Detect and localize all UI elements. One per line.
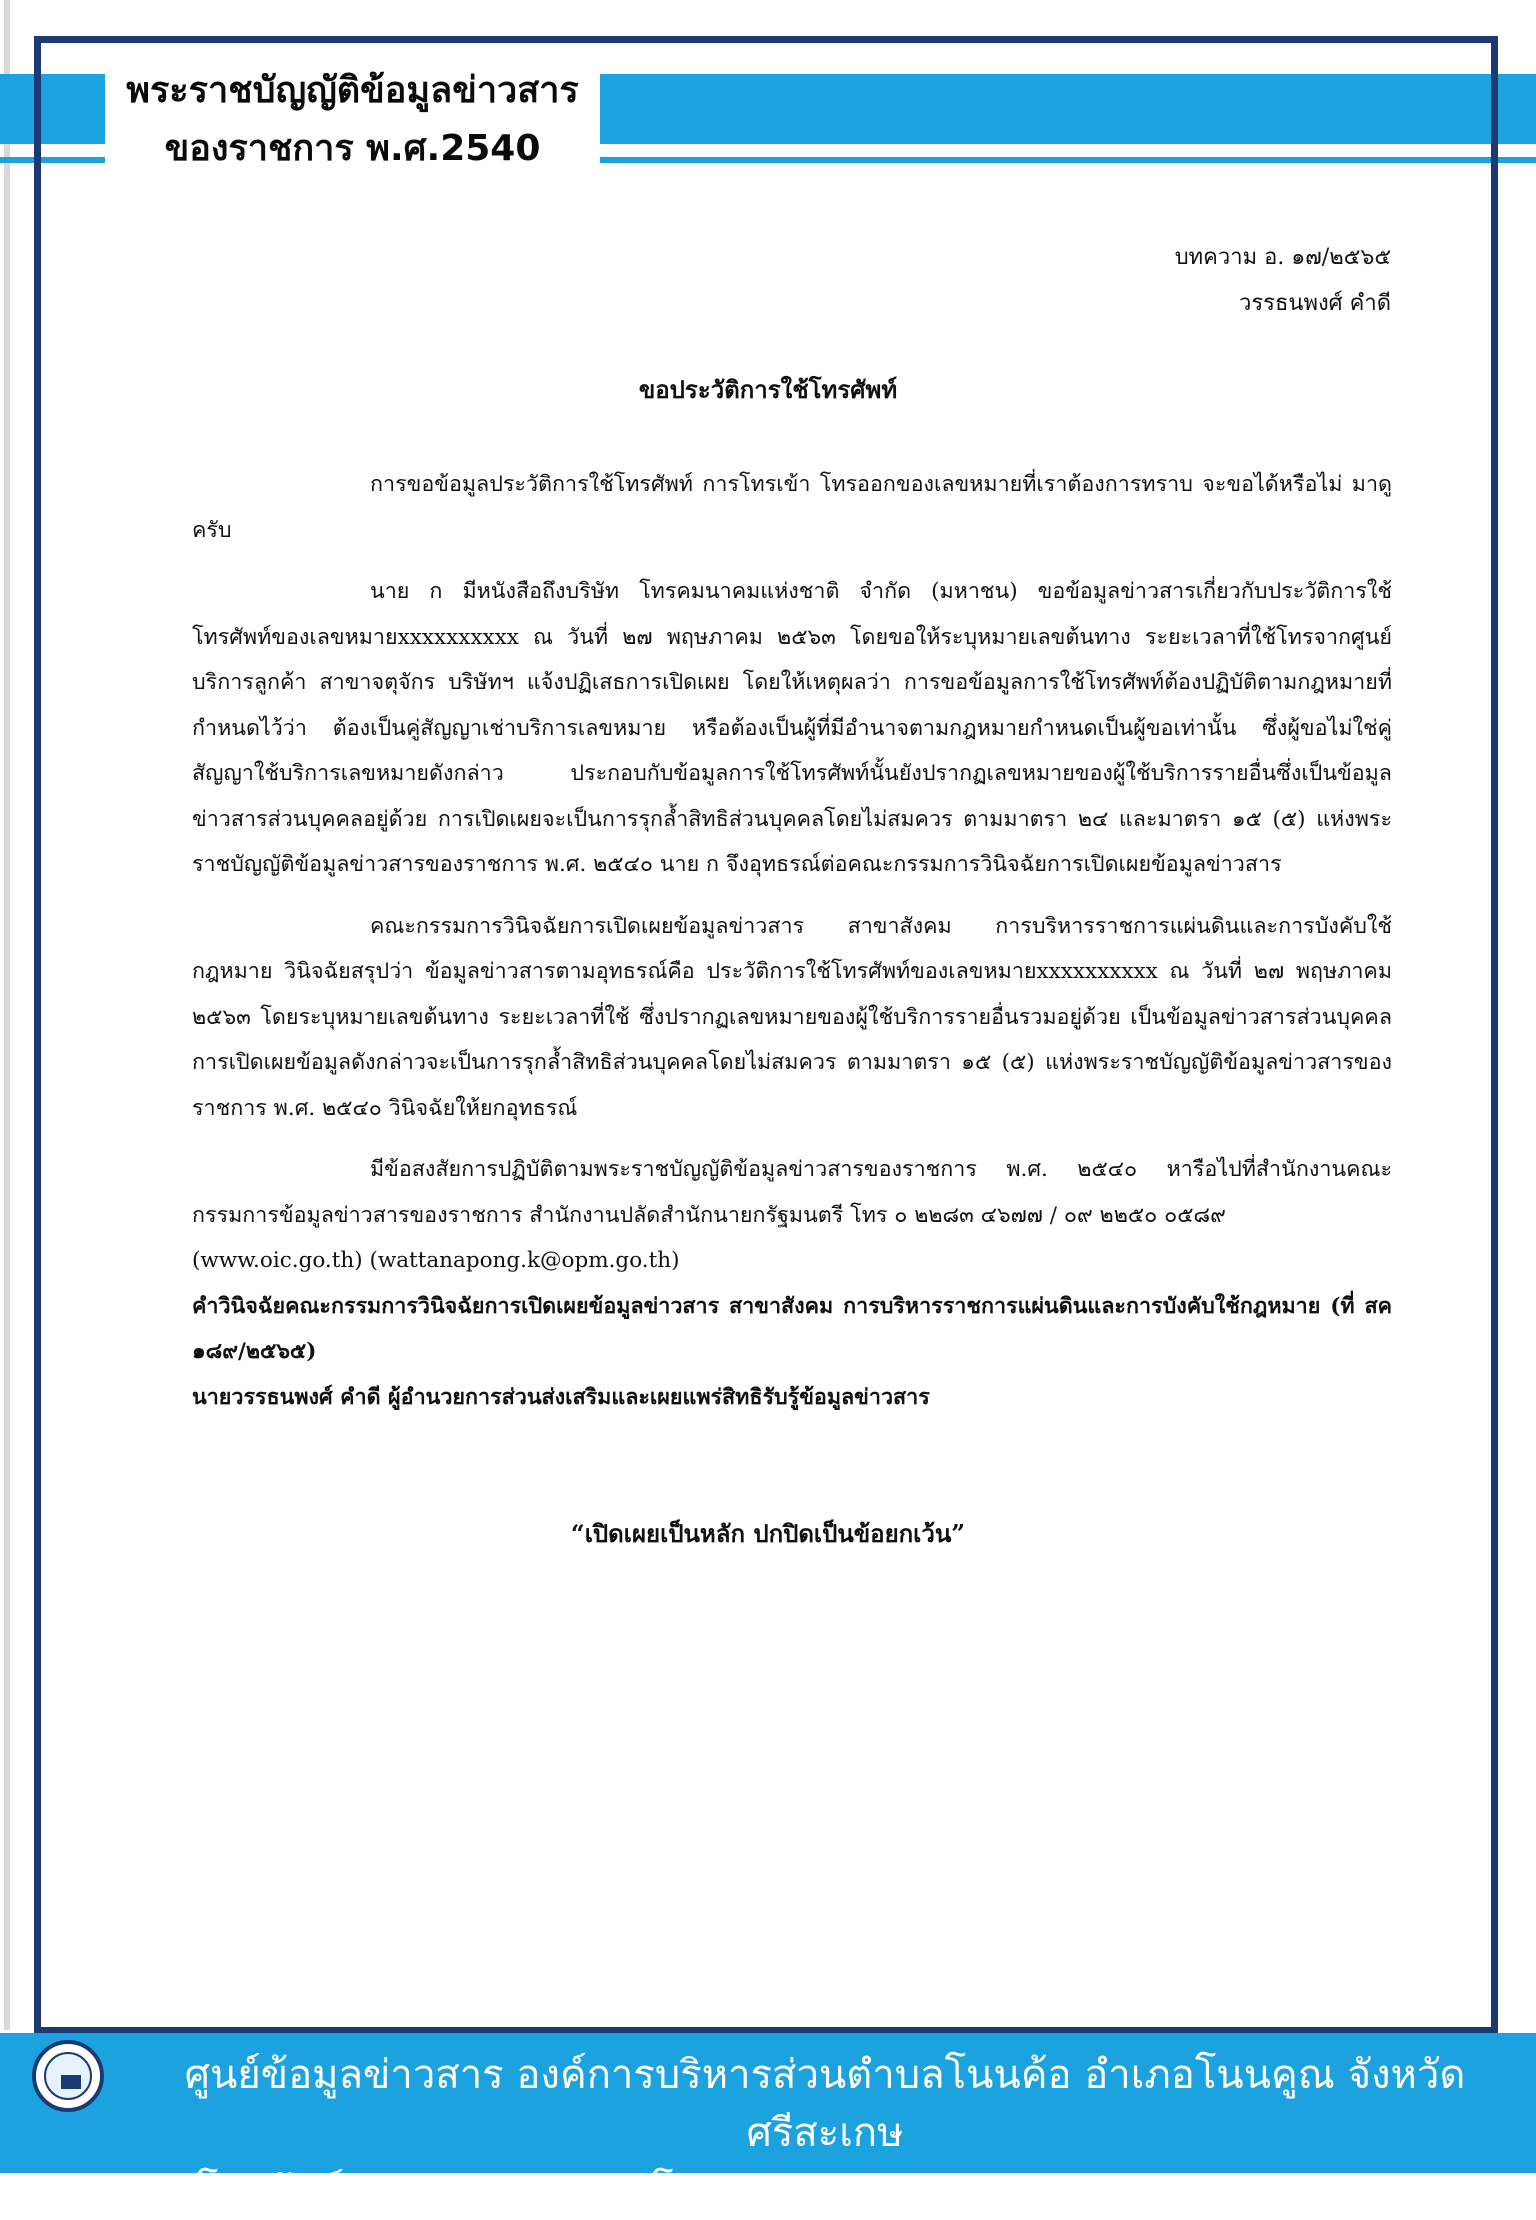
- organization-logo: [32, 2040, 104, 2112]
- article-number: บทความ อ. ๑๗/๒๕๖๕: [1174, 245, 1391, 270]
- article-reference: [1175, 235, 1391, 327]
- motto: “เปิดเผยเป็นหลัก ปกปิดเป็นข้อยกเว้น”: [570, 1519, 966, 1548]
- document-body: [192, 462, 1392, 1420]
- header-title-line1: พระราชบัญญัติข้อมูลข่าวสาร: [126, 70, 579, 111]
- paragraph-intro: การขอข้อมูลประวัติการใช้โทรศัพท์ การโทรเข้า โทรออกของเลขหมายที่เราต้องการทราบ จะขอได้หรือไม่ มาดูครับ: [192, 472, 1392, 543]
- footer-line1: ศูนย์ข้อมูลข่าวสาร องค์การบริหารส่วนตำบลโนนค้อ อำเภอโนนคูณ จังหวัดศรีสะเกษ: [184, 2052, 1466, 2156]
- document-title: ขอประวัติการใช้โทรศัพท์: [638, 375, 898, 404]
- logo-building-icon: [61, 2075, 81, 2089]
- header-title-line2: ของราชการ พ.ศ.2540: [164, 128, 541, 169]
- footer-contact: [130, 2046, 1520, 2220]
- logo-inner-ring: [44, 2052, 92, 2100]
- scan-edge: [4, 0, 10, 2030]
- header-title: [105, 62, 600, 178]
- article-author: วรรธนพงศ์ คำดี: [1238, 291, 1391, 316]
- paragraph-contact: มีข้อสงสัยการปฏิบัติตามพระราชบัญญัติข้อมูลข่าวสารของราชการ พ.ศ. ๒๕๔๐ หารือไปที่สำนักงานคณะกรรมการข้อมูลข่าวสารของราชการ สำนักงานปลัดสำนักนายกรัฐมนตรี โทร ๐ ๒๒๘๓ ๔๖๗๗ / ๐๙ ๒๒๕๐ ๐๕๘๙: [192, 1157, 1392, 1228]
- author-signature: นายวรรธนพงศ์ คำดี ผู้อำนวยการส่วนส่งเสริมและเผยแพร่สิทธิรับรู้ข้อมูลข่าวสาร: [192, 1384, 930, 1410]
- paragraph-decision: คณะกรรมการวินิจฉัยการเปิดเผยข้อมูลข่าวสาร สาขาสังคม การบริหารราชการแผ่นดินและการบังคับใช้กฎหมาย วินิจฉัยสรุปว่า ข้อมูลข่าวสารตามอุทธรณ์คือ ประวัติการใช้โทรศัพท์ของเลขหมายxxxxxxxxxx ณ วันที่ ๒๗ พฤษภาคม ๒๕๖๓ โดยระบุหมายเลขต้นทาง ระยะเวลาที่ใช้ ซึ่งปรากฏเลขหมายของผู้ใช้บริการรายอื่นรวมอยู่ด้วย เป็นข้อมูลข่าวสารส่วนบุคคล การเปิดเผยข้อมูลดังกล่าวจะเป็นการรุกล้ำสิทธิส่วนบุคคลโดยไม่สมควร ตามมาตรา ๑๕ (๕) แห่งพระราชบัญญัติข้อมูลข่าวสารของราชการ พ.ศ. ๒๕๔๐ วินิจฉัยให้ยกอุทธรณ์: [192, 913, 1392, 1121]
- footer-line2: โทรศัพท์ : 045-659210, โทรสาร : 045659211, www.nonkho.go.th: [196, 2168, 1454, 2214]
- contact-links: (www.oic.go.th) (wattanapong.k@opm.go.th): [192, 1248, 680, 1273]
- paragraph-facts: นาย ก มีหนังสือถึงบริษัท โทรคมนาคมแห่งชาติ จำกัด (มหาชน) ขอข้อมูลข่าวสารเกี่ยวกับประวัติการใช้โทรศัพท์ของเลขหมายxxxxxxxxxx ณ วันที่ ๒๗ พฤษภาคม ๒๕๖๓ โดยขอให้ระบุหมายเลขต้นทาง ระยะเวลาที่ใช้โทรจากศูนย์บริการลูกค้า สาขาจตุจักร บริษัทฯ แจ้งปฏิเสธการเปิดเผย โดยให้เหตุผลว่า การขอข้อมูลการใช้โทรศัพท์ต้องปฏิบัติตามกฎหมายที่กำหนดไว้ว่า ต้องเป็นคู่สัญญาเช่าบริการเลขหมาย หรือต้องเป็นผู้ที่มีอำนาจตามกฎหมายกำหนดเป็นผู้ขอเท่านั้น ซึ่งผู้ขอไม่ใช่คู่สัญญาใช้บริการเลขหมายดังกล่าว ประกอบกับข้อมูลการใช้โทรศัพท์นั้นยังปรากฏเลขหมายของผู้ใช้บริการรายอื่นซึ่งเป็นข้อมูลข่าวสารส่วนบุคคลอยู่ด้วย การเปิดเผยจะเป็นการรุกล้ำสิทธิส่วนบุคคลโดยไม่สมควร ตามมาตรา ๒๔ และมาตรา ๑๕ (๕) แห่งพระราชบัญญัติข้อมูลข่าวสารของราชการ พ.ศ. ๒๕๔๐ นาย ก จึงอุทธรณ์ต่อคณะกรรมการวินิจฉัยการเปิดเผยข้อมูลข่าวสาร: [192, 579, 1392, 877]
- decision-reference: คำวินิจฉัยคณะกรรมการวินิจฉัยการเปิดเผยข้อมูลข่าวสาร สาขาสังคม การบริหารราชการแผ่นดินและการบังคับใช้กฎหมาย (ที่ สค ๑๘๙/๒๕๖๕): [192, 1293, 1392, 1364]
